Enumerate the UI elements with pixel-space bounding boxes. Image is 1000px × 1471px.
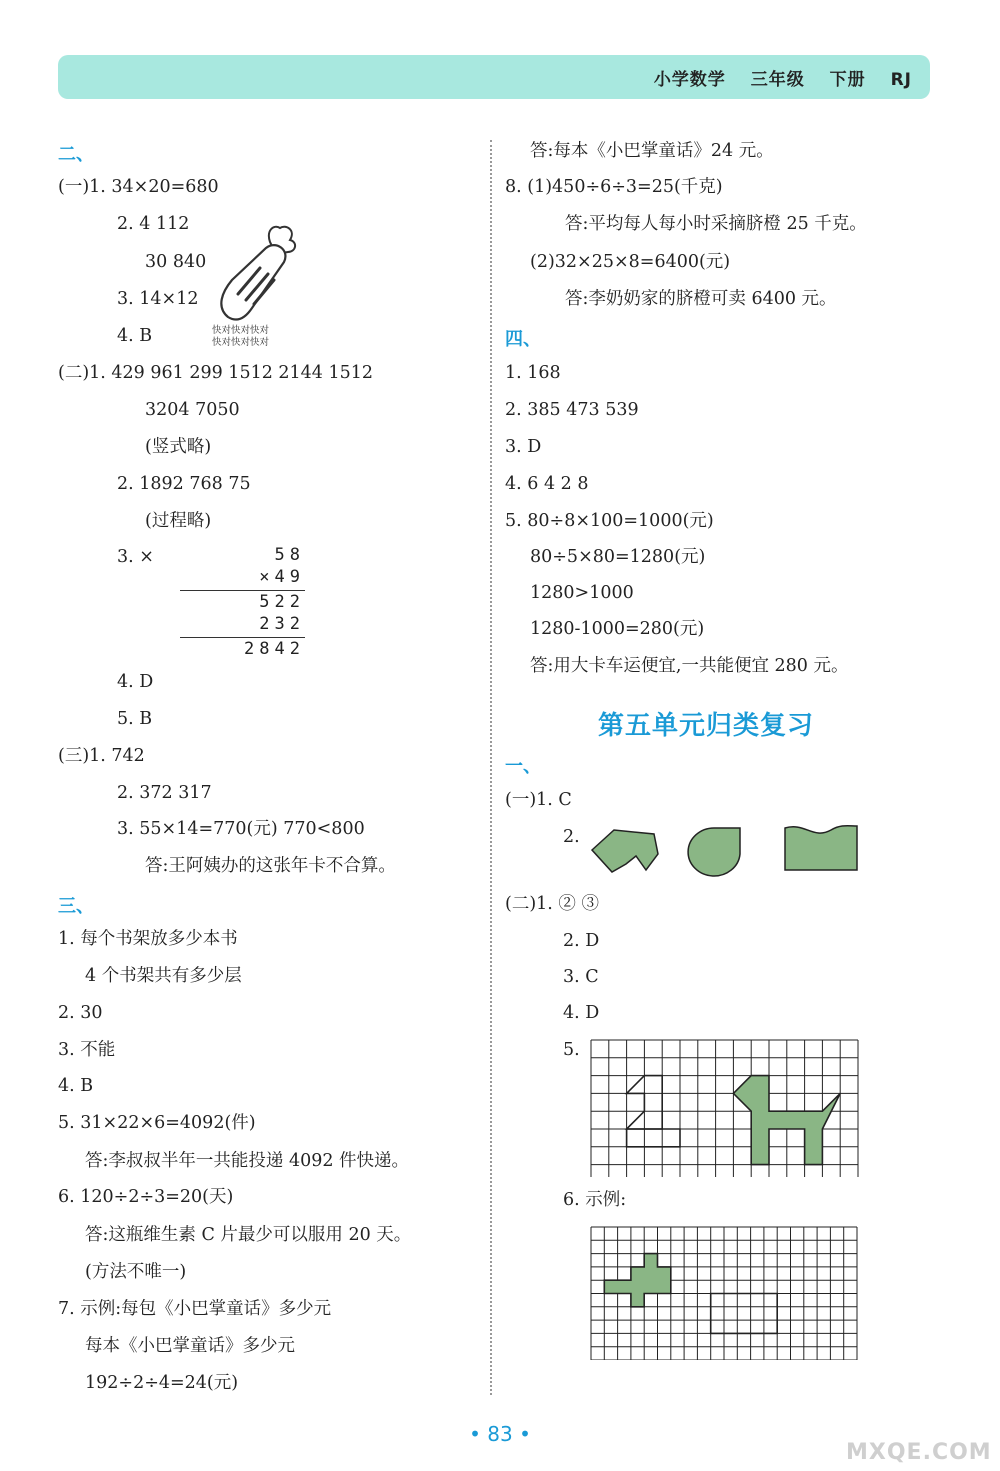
answer-line: 3. 55×14=770(元) 770<800 — [117, 819, 365, 839]
answer-line: 答:李叔叔半年一共能投递 4092 件快递。 — [85, 1151, 410, 1171]
answer-line: 答:李奶奶家的脐橙可卖 6400 元。 — [565, 289, 837, 309]
shape-3-icon — [783, 822, 859, 874]
section-heading: 一、 — [505, 756, 541, 777]
answer-line: 答:平均每人每小时采摘脐橙 25 千克。 — [565, 214, 867, 234]
answer-line: 2. 372 317 — [117, 783, 212, 803]
answer-line: 6. 120÷2÷3=20(天) — [58, 1187, 234, 1207]
answer-line: 6. 示例: — [563, 1190, 627, 1210]
answer-line: 30 840 — [145, 252, 207, 272]
carrot-sticker-icon — [208, 222, 300, 347]
outline-figure-base — [627, 1129, 680, 1147]
answer-line: 答:这瓶维生素 C 片最少可以服用 20 天。 — [85, 1225, 412, 1245]
answer-line: 1. 168 — [505, 363, 561, 383]
answer-line: 192÷2÷4=24(元) — [85, 1373, 239, 1393]
header-subject: 小学数学 — [653, 70, 726, 90]
vertical-row-2: ×49 — [259, 567, 305, 587]
answer-line: 2. 385 473 539 — [505, 400, 639, 420]
answer-line: (三)1. 742 — [58, 746, 145, 766]
answer-line: (二)1. 429 961 299 1512 2144 1512 — [58, 363, 374, 383]
section-heading: 四、 — [505, 329, 541, 350]
answer-line: 3. × — [117, 547, 154, 567]
answer-line: (竖式略) — [145, 437, 212, 457]
answer-line: 答:王阿姨办的这张年卡不合算。 — [145, 856, 396, 876]
answer-line: 5. — [563, 1040, 580, 1060]
answer-line: 2. 1892 768 75 — [117, 474, 251, 494]
answer-line: 80÷5×80=1280(元) — [530, 547, 706, 567]
outline-rectangle-example — [711, 1294, 778, 1334]
header-grade: 三年级 — [750, 70, 805, 90]
sticker-text-2: 快对快对快对 — [212, 337, 270, 347]
answer-line: 3. 14×12 — [117, 289, 199, 309]
answer-line: 2. — [563, 827, 580, 847]
header-edition: RJ — [890, 70, 912, 90]
vertical-multiplication — [180, 545, 305, 661]
answer-line: 3204 7050 — [145, 400, 240, 420]
grid-answer-6 — [590, 1226, 860, 1360]
answer-line: 答:每本《小巴掌童话》24 元。 — [530, 141, 774, 161]
section-heading: 二、 — [58, 144, 94, 165]
answer-line: 答:用大卡车运便宜,一共能便宜 280 元。 — [530, 656, 849, 676]
header-banner — [58, 55, 930, 99]
unit-title: 第五单元归类复习 — [598, 711, 815, 741]
answer-line: 7. 示例:每包《小巴掌童话》多少元 — [58, 1299, 332, 1319]
vertical-rule — [180, 637, 305, 638]
answer-line: 3. 不能 — [58, 1040, 116, 1060]
vertical-row-1: 58 — [274, 545, 305, 565]
sticker-text-1: 快对快对快对 — [212, 325, 270, 336]
page-number: • 83 • — [469, 1422, 531, 1446]
answer-line: (方法不唯一) — [85, 1262, 187, 1282]
answer-line: 5. B — [117, 709, 153, 729]
answer-line: (二)1. ② ③ — [505, 894, 599, 914]
green-figure-example — [604, 1254, 671, 1307]
vertical-row-4: 232 — [259, 614, 305, 634]
answer-line: (一)1. C — [505, 790, 572, 810]
watermark: MXQE.COM — [846, 1440, 992, 1465]
answer-line: 4. B — [117, 326, 153, 346]
answer-line: (一)1. 34×20=680 — [58, 177, 219, 197]
answer-line: 2. 30 — [58, 1003, 103, 1023]
answer-line: (过程略) — [145, 511, 212, 531]
vertical-row-5: 2842 — [244, 639, 305, 659]
answer-line: (2)32×25×8=6400(元) — [530, 252, 731, 272]
grid-answer-5 — [590, 1039, 860, 1177]
column-divider — [490, 140, 492, 1395]
answer-line: 4. 6 4 2 8 — [505, 474, 589, 494]
answer-line: 5. 80÷8×100=1000(元) — [505, 511, 714, 531]
header-text — [636, 65, 912, 90]
shape-1-icon — [590, 826, 662, 876]
answer-line: 每本《小巴掌童话》多少元 — [85, 1336, 295, 1356]
answer-line: 1280-1000=280(元) — [530, 619, 705, 639]
answer-line: 1. 每个书架放多少本书 — [58, 929, 238, 949]
answer-line: 1280>1000 — [530, 583, 634, 603]
answer-line: 4. D — [117, 672, 154, 692]
header-volume: 下册 — [829, 70, 866, 90]
section-heading: 三、 — [58, 896, 94, 917]
answer-line: 4. D — [563, 1003, 600, 1023]
answer-line: 4. B — [58, 1076, 94, 1096]
vertical-rule — [180, 590, 305, 591]
answer-line: 4 个书架共有多少层 — [85, 966, 242, 986]
answer-line: 2. D — [563, 931, 600, 951]
answer-line: 3. D — [505, 437, 542, 457]
shape-2-icon — [684, 826, 744, 880]
answer-line: 3. C — [563, 967, 599, 987]
answer-line: 5. 31×22×6=4092(件) — [58, 1113, 256, 1133]
answer-line: 8. (1)450÷6÷3=25(千克) — [505, 177, 723, 197]
vertical-row-3: 522 — [259, 592, 305, 612]
answer-line: 2. 4 112 — [117, 214, 190, 234]
